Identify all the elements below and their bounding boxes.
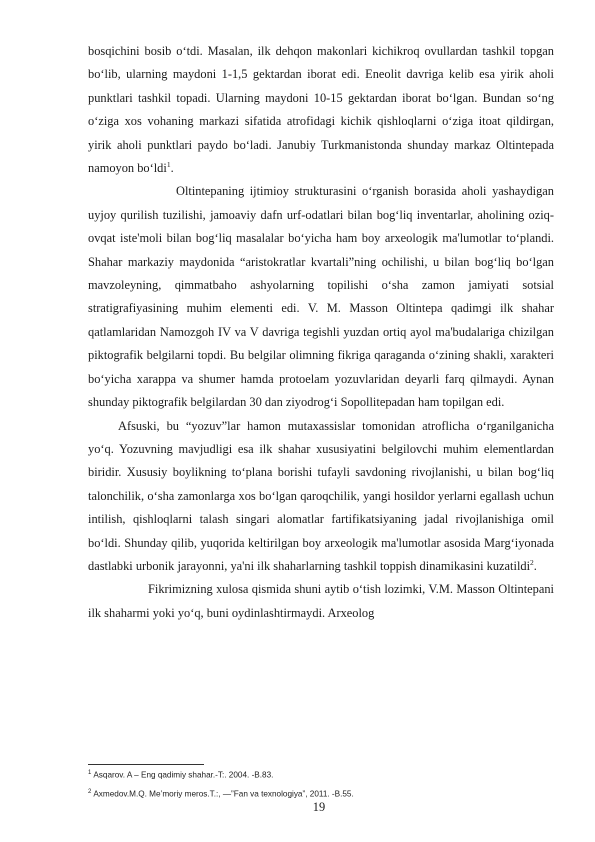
paragraph-3: Afsuski, bu “yozuv”lar hamon mutaxassislar tomonidan atroflicha o‘rganilganicha yo‘q. Yozuvning mavjudligi esa ilk shahar xususiyatini belgilovchi muhim elementlardan biridir. Xususiy boylikning to‘plana borishi tufayli savdoning rivojlanishi, u bilan bog‘liq talonchilik, o‘sha zamonlarga xos bo‘lgan qaroqchilik, yangi hosildor yerlarni egallash uchun intilish, qishloqlarni talash singari alomatlar fartifikatsiyaning jadal rivojlanishiga omil bo‘ldi. Shunday qilib, yuqorida keltirilgan boy arxeologik ma'lumotlar asosida Marg‘iyonada dastlabki urbonik jarayonni, ya'ni ilk shaharlarning tashkil toppish dinamikasini kuzatildi$^2$. [88, 418, 554, 573]
footnote-2-number: 2 [88, 789, 92, 795]
page-number: 19 [312, 800, 326, 814]
footnote-ref-2[interactable]: 2 [530, 557, 534, 567]
paragraph-4: Fikrimizning xulosa qismida shuni aytib o‘tish lozimki, V.M. Masson Oltintepani ilk shaharmi yoki yo‘q, buni oydinlashtirmaydi. Arxeolog [88, 582, 554, 620]
footnote-1-text: Asqarov. A – Eng qadimiy shahar.-T:. 2004. -B.83. [93, 770, 274, 780]
footnote-separator [88, 764, 204, 765]
paragraph-1-text: bosqichini bosib o‘tdi. Masalan, ilk dehqon makonlari kichikroq ovullardan tashkil topgan bo‘lib, ularning maydoni 1-1,5 gektardan iborat edi. Eneolit davriga kelib esa yirik aholi punktlari tashkil topadi. Ularning maydoni 10-15 gektardan iborat bo‘lgan. Bundan so‘ng o‘ziga xos vohaning markazi sifatida atrofidagi kichik qishloqlarni o‘ziga itoat qildirgan, yirik aholi punktlari paydo bo‘ladi. Janubiy Turkmanistonda shunday markaz Oltintepada namoyon bo‘ldi [88, 44, 554, 176]
document-body [88, 40, 554, 625]
footnote-1-number: 1 [88, 770, 92, 776]
paragraph-1: bosqichini bosib o‘tdi. Masalan, ilk dehqon makonlari kichikroq ovullardan tashkil topgan bo‘lib, ularning maydoni 1-1,5 gektardan iborat edi. Eneolit davriga kelib esa yirik aholi punktlari tashkil topadi. Ularning maydoni 10-15 gektardan iborat bo‘lgan. Bundan so‘ng o‘ziga xos vohaning markazi sifatida atrofidagi kichik qishloqlarni o‘ziga itoat qildirgan, yirik aholi punktlari paydo bo‘ladi. Janubiy Turkmanistonda shunday markaz Oltintepada namoyon bo‘ldi$^1$. [88, 44, 554, 176]
footnote-2-text: Axmedov.M.Q. Me’moriy meros.T.:, —”Fan va texnologiya”, 2011. -B.55. [93, 789, 354, 799]
paragraph-3-text: Afsuski, bu “yozuv”lar hamon mutaxassislar tomonidan atroflicha o‘rganilganicha yo‘q. Yozuvning mavjudligi esa ilk shahar xususiyatini belgilovchi muhim elementlardan biridir. Xususiy boylikning to‘plana borishi tufayli savdoning rivojlanishi, u bilan bog‘liq talonchilik, o‘sha zamonlarga xos bo‘lgan qaroqchilik, yangi hosildor yerlarni egallash uchun intilish, qishloqlarni talash singari alomatlar fartifikatsiyaning jadal rivojlanishiga omil bo‘ldi. Shunday qilib, yuqorida keltirilgan boy arxeologik ma'lumotlar asosida Marg‘iyonada dastlabki urbonik jarayonni, ya'ni ilk shaharlarning tashkil toppish dinamikasini kuzatildi [88, 418, 554, 573]
paragraph-2: Oltintepaning ijtimioy strukturasini o‘rganish borasida aholi yashaydigan uyjoy qurilish tuzilishi, jamoaviy dafn urf-odatlari bilan bog‘liq inventarlar, aholining oziq-ovqat iste'moli bilan bog‘liq masalalar bo‘yicha ham boy arxeologik ma'lumotlar to‘plandi. Shahar markaziy maydonida “aristokratlar kvartali”ning ochilishi, u bilan bog‘liq bo‘lgan mavzoleyning, qimmatbaho ashyolarning topilishi o‘sha zamon jamiyati sotsial stratigrafiyasining muhim elementi edi. V. M. Masson Oltintepa qadimgi ilk shahar qatlamlaridan Namozgoh IV va V davriga tegishli yuzdan ortiq ayol ma'budalariga chizilgan piktografik belgilarni topdi. Bu belgilar olimning fikriga qaraganda o‘zining shakli, xarakteri bo‘yicha xarappa va shumer hamda protoelam yozuvlaridan deyarli farq qilmaydi. Aynan shunday piktografik belgilardan 30 dan ziyodrog‘i Sopollitepadan ham topilgan edi. [88, 184, 554, 410]
footnote-ref-1[interactable]: 1 [166, 159, 171, 169]
footnote-2 [88, 787, 354, 800]
footnote-1 [88, 768, 273, 781]
